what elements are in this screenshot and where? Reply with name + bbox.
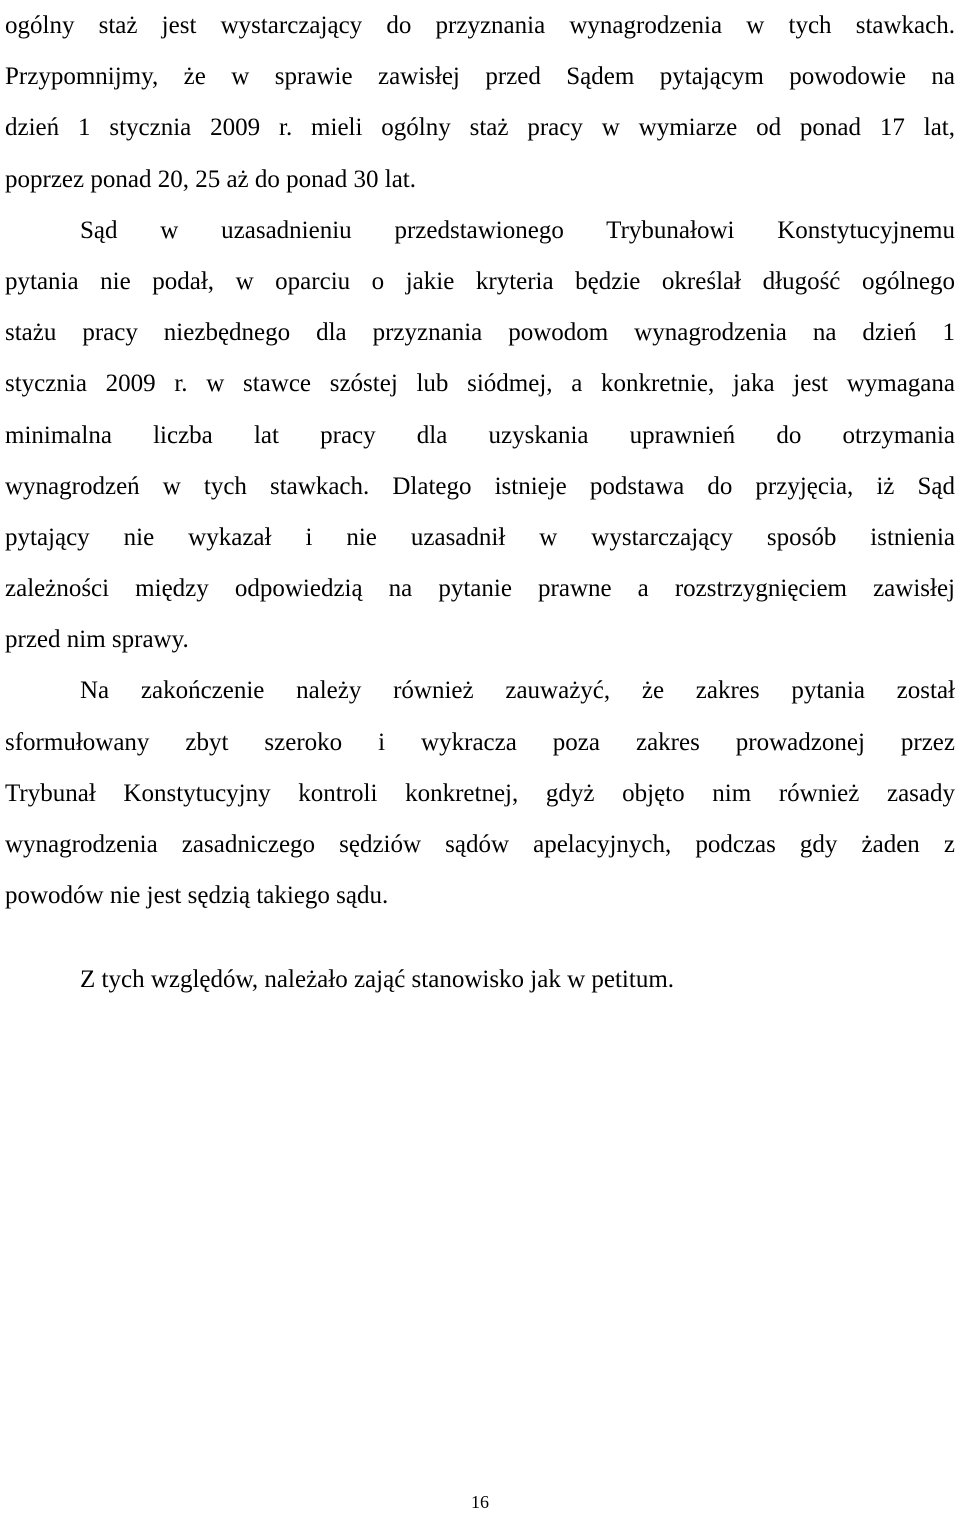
paragraph-3-line-3: Trybunał Konstytucyjny kontroli konkretnej, gdyż objęto nim również zasady: [5, 779, 955, 807]
document-page: [5, 0, 955, 921]
paragraph-2-line-6: wynagrodzeń w tych stawkach. Dlatego istnieje podstawa do przyjęcia, iż Sąd: [5, 472, 955, 500]
paragraph-1-line-3: dzień 1 stycznia 2009 r. mieli ogólny staż pracy w wymiarze od ponad 17 lat,: [5, 114, 955, 142]
paragraph-3-line-2: sformułowany zbyt szeroko i wykracza poza zakres prowadzonej przez: [5, 728, 955, 756]
paragraph-3-line-1: Na zakończenie należy również zauważyć, że zakres pytania został: [80, 677, 955, 705]
paragraph-2-line-3: stażu pracy niezbędnego dla przyznania powodom wynagrodzenia na dzień 1: [5, 319, 955, 347]
paragraph-2-line-2: pytania nie podał, w oparciu o jakie kryteria będzie określał długość ogólnego: [5, 267, 955, 295]
body-text: [5, 0, 955, 921]
paragraph-3-line-4: wynagrodzenia zasadniczego sędziów sądów apelacyjnych, podczas gdy żaden z: [5, 831, 955, 858]
paragraph-2-line-1: Sąd w uzasadnieniu przedstawionego Trybunałowi Konstytucyjnemu: [80, 216, 955, 244]
paragraph-3-line-5: powodów nie jest sędzią takiego sądu.: [5, 882, 389, 910]
paragraph-2-line-4: stycznia 2009 r. w stawce szóstej lub siódmej, a konkretnie, jaka jest wymagana: [5, 370, 955, 398]
paragraph-2-line-5: minimalna liczba lat pracy dla uzyskania uprawnień do otrzymania: [5, 421, 955, 449]
paragraph-1-line-4: poprzez ponad 20, 25 aż do ponad 30 lat.: [5, 165, 416, 193]
paragraph-1-line-2: Przypomnijmy, że w sprawie zawisłej przed Sądem pytającym powodowie na: [5, 63, 955, 91]
conclusion-sentence: Z tych względów, należało zająć stanowisko jak w petitum.: [80, 966, 675, 993]
paragraph-2-line-9: przed nim sprawy.: [5, 626, 189, 654]
paragraph-2-line-7: pytający nie wykazał i nie uzasadnił w wystarczający sposób istnienia: [5, 523, 955, 551]
paragraph-2-line-8: zależności między odpowiedzią na pytanie prawne a rozstrzygnięciem zawisłej: [5, 575, 955, 603]
paragraph-1-line-1: ogólny staż jest wystarczający do przyznania wynagrodzenia w tych stawkach.: [5, 12, 955, 39]
page-number: 16: [471, 1492, 489, 1512]
